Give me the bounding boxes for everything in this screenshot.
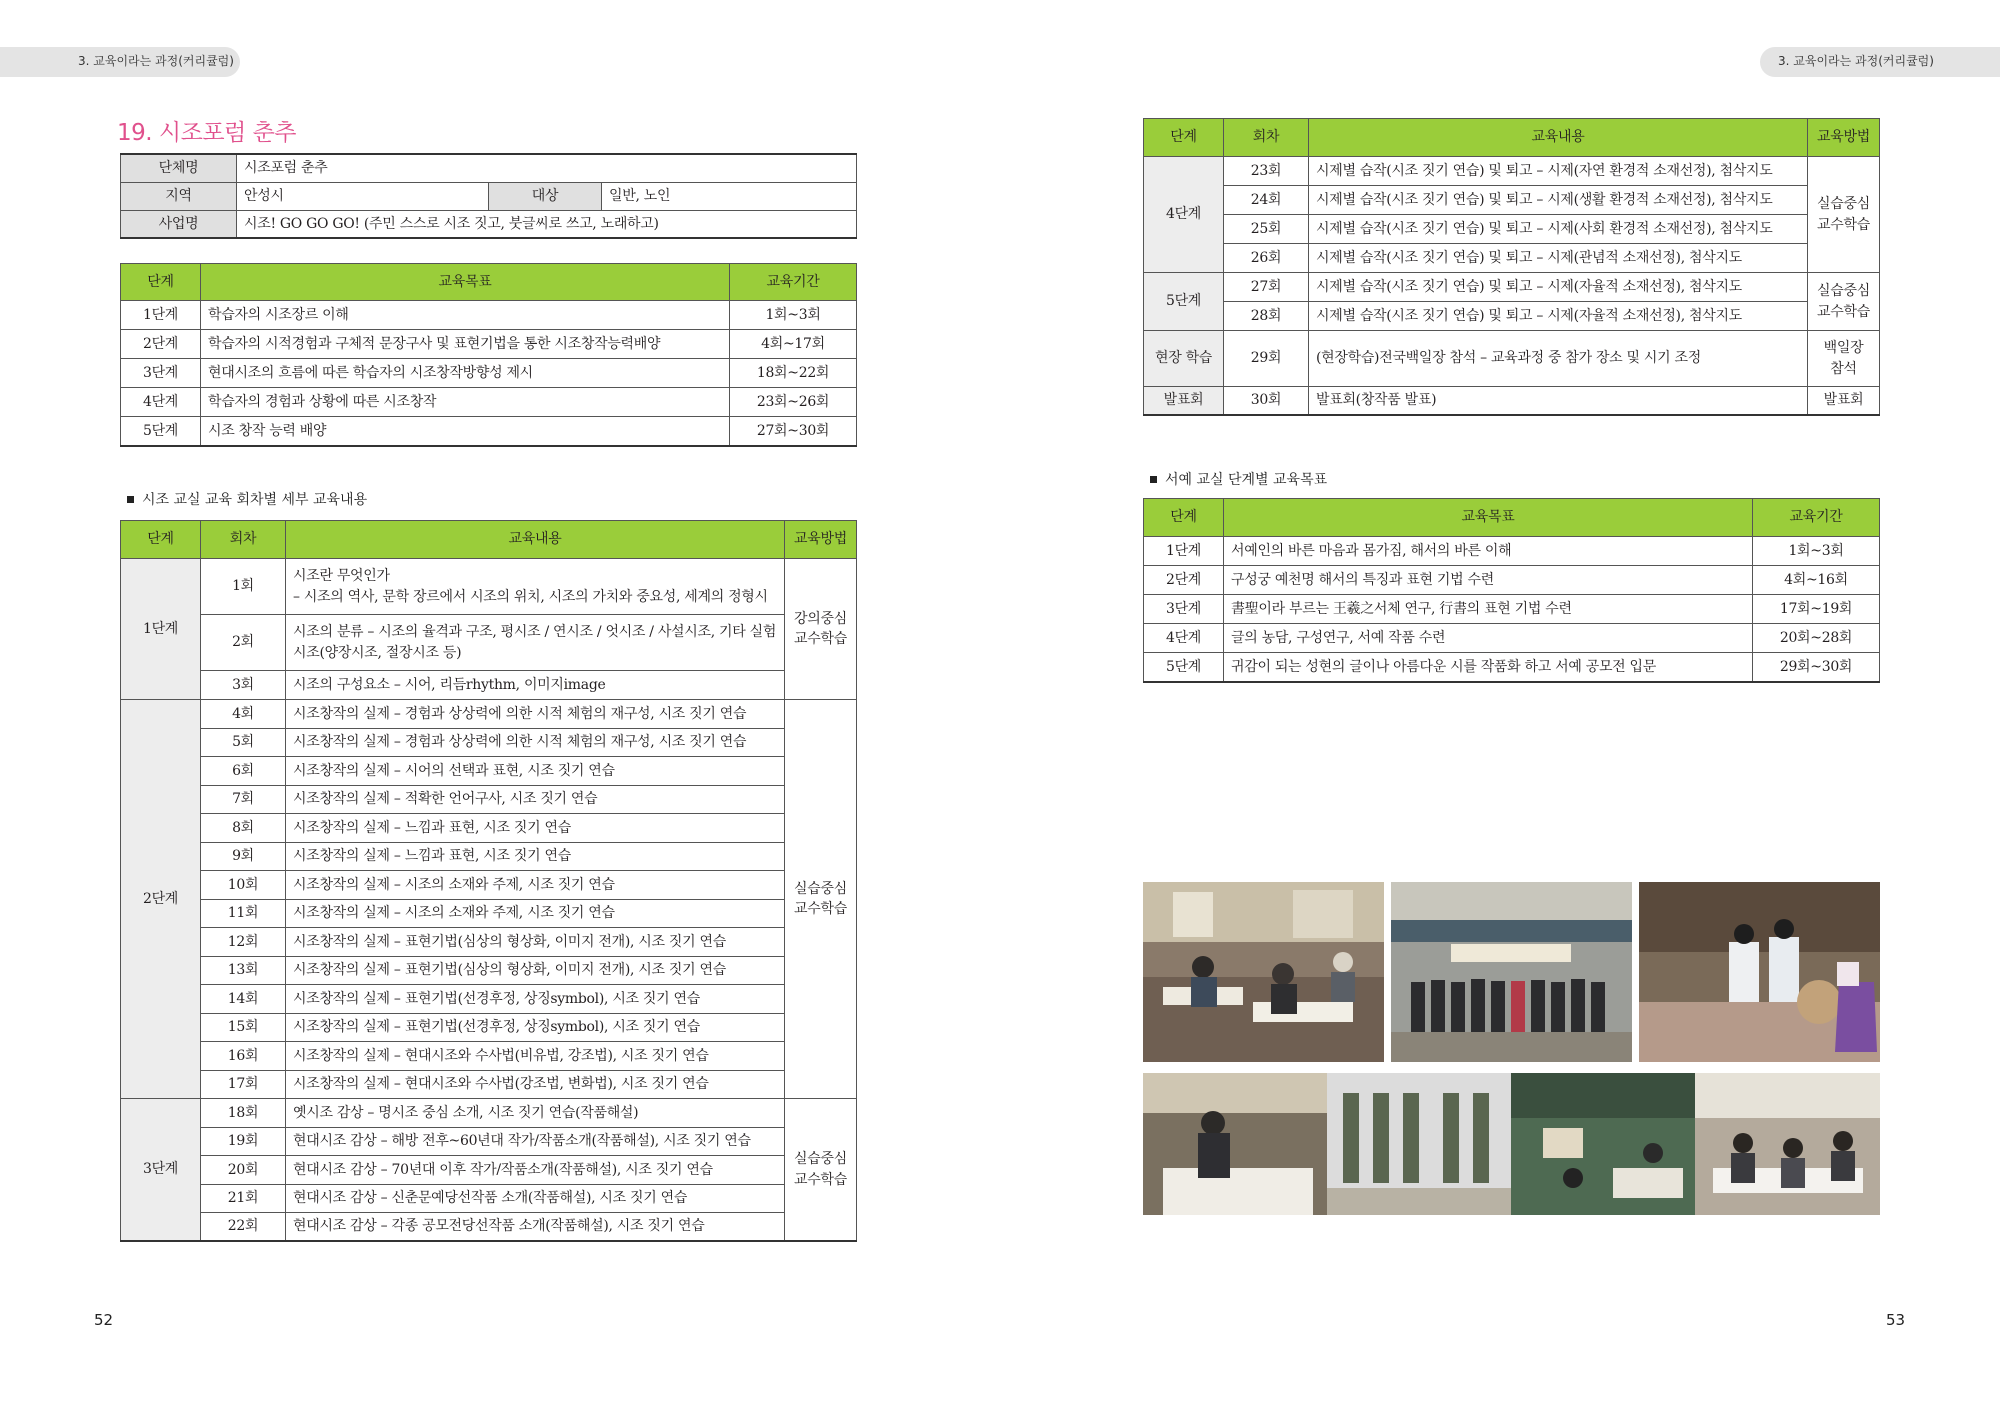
session-number: 22회	[201, 1213, 286, 1242]
goal-stage: 4단계	[121, 388, 201, 417]
classroom-photo	[1143, 882, 1384, 1062]
session-number: 12회	[201, 928, 286, 957]
goal-text: 학습자의 경험과 상황에 따른 시조창작	[201, 388, 730, 417]
session-number: 8회	[201, 814, 286, 843]
session-content: 시조창작의 실제 – 경험과 상상력에 의한 시적 체험의 재구성, 시조 짓기 연습	[286, 728, 785, 757]
session-content: 시제별 습작(시조 짓기 연습) 및 퇴고 – 시제(자율적 소재선정), 첨삭지도	[1309, 302, 1808, 331]
goal-period: 27회~30회	[730, 417, 857, 446]
session-number: 19회	[201, 1127, 286, 1156]
goal-period: 23회~26회	[730, 388, 857, 417]
calli-period: 20회~28회	[1753, 624, 1880, 653]
session-content: 시조창작의 실제 – 시어의 선택과 표현, 시조 짓기 연습	[286, 757, 785, 786]
session-number: 25회	[1224, 215, 1309, 244]
session-content: 현대시조 감상 – 해방 전후~60년대 작가/작품소개(작품해설), 시조 짓기 연습	[286, 1127, 785, 1156]
session-content: 시조의 구성요소 – 시어, 리듬rhythm, 이미지image	[286, 671, 785, 700]
project-value: 시조! GO GO GO! (주민 스스로 시조 짓고, 붓글씨로 쓰고, 노래하고)	[237, 210, 857, 238]
session-content: 시조의 분류 – 시조의 율격과 구조, 평시조 / 연시조 / 엇시조 / 사설시조, 기타 실험시조(양장시조, 절장시조 등)	[286, 615, 785, 671]
method-cell-4: 실습중심 교수학습	[1808, 157, 1880, 273]
calligraphy-table	[1143, 498, 1880, 683]
session-content: 시조창작의 실제 – 표현기법(심상의 형상화, 이미지 전개), 시조 짓기 연습	[286, 956, 785, 985]
session-number: 24회	[1224, 186, 1309, 215]
stage-presentation-cell: 발표회	[1144, 387, 1224, 415]
session-number: 27회	[1224, 273, 1309, 302]
detail-table	[120, 520, 857, 1242]
session-number: 13회	[201, 956, 286, 985]
session-number: 20회	[201, 1156, 286, 1185]
target-value: 일반, 노인	[602, 182, 857, 210]
region-value: 안성시	[237, 182, 489, 210]
method-cell-field: 백일장 참석	[1808, 331, 1880, 387]
session-content: (현장학습)전국백일장 참석 – 교육과정 중 참가 장소 및 시기 조정	[1309, 331, 1808, 387]
calli-goal: 書聖이라 부르는 王羲之서체 연구, 行書의 표현 기법 수련	[1224, 595, 1753, 624]
session-content: 시조창작의 실제 – 현대시조와 수사법(비유법, 강조법), 시조 짓기 연습	[286, 1042, 785, 1071]
calli-header-stage: 단계	[1144, 499, 1224, 537]
session-number: 17회	[201, 1070, 286, 1099]
goal-text: 학습자의 시적경험과 구체적 문장구사 및 표현기법을 통한 시조창작능력배양	[201, 330, 730, 359]
calli-period: 29회~30회	[1753, 653, 1880, 682]
detail-header-session: 회차	[201, 521, 286, 559]
session-content: 시제별 습작(시조 짓기 연습) 및 퇴고 – 시제(관념적 소재선정), 첨삭지도	[1309, 244, 1808, 273]
method-cell-2: 실습중심 교수학습	[785, 700, 857, 1099]
running-header-right: 3. 교육이라는 과정(커리큘럼)	[1778, 54, 1934, 68]
session-number: 29회	[1224, 331, 1309, 387]
detail-caption-text: 시조 교실 교육 회차별 세부 교육내용	[142, 492, 368, 508]
detail-header-method: 교육방법	[785, 521, 857, 559]
session-number: 21회	[201, 1184, 286, 1213]
calli-goal: 귀감이 되는 성현의 글이나 아름다운 시를 작품화 하고 서예 공모전 입문	[1224, 653, 1753, 682]
calli-period: 4회~16회	[1753, 566, 1880, 595]
session-content: 시제별 습작(시조 짓기 연습) 및 퇴고 – 시제(생활 환경적 소재선정), 첨삭지도	[1309, 186, 1808, 215]
cont-header-method: 교육방법	[1808, 119, 1880, 157]
running-header-left: 3. 교육이라는 과정(커리큘럼)	[78, 54, 234, 68]
session-number: 23회	[1224, 157, 1309, 186]
bullet-square-icon	[127, 496, 134, 503]
calli-header-period: 교육기간	[1753, 499, 1880, 537]
session-content: 시제별 습작(시조 짓기 연습) 및 퇴고 – 시제(자율적 소재선정), 첨삭지도	[1309, 273, 1808, 302]
goal-period: 1회~3회	[730, 301, 857, 330]
session-content: 시조창작의 실제 – 느낌과 표현, 시조 짓기 연습	[286, 842, 785, 871]
goals-header-period: 교육기간	[730, 264, 857, 301]
session-number: 14회	[201, 985, 286, 1014]
calli-goal: 서예인의 바른 마음과 몸가짐, 해서의 바른 이해	[1224, 537, 1753, 566]
session-number: 1회	[201, 559, 286, 615]
page-number-right: 53	[1886, 1311, 1906, 1329]
session-content: 시조창작의 실제 – 느낌과 표현, 시조 짓기 연습	[286, 814, 785, 843]
session-content: 시조란 무엇인가 – 시조의 역사, 문학 장르에서 시조의 위치, 시조의 가치와 중요성, 세계의 정형시	[286, 559, 785, 615]
session-number: 9회	[201, 842, 286, 871]
session-content: 시제별 습작(시조 짓기 연습) 및 퇴고 – 시제(사회 환경적 소재선정), 첨삭지도	[1309, 215, 1808, 244]
session-number: 30회	[1224, 387, 1309, 415]
session-content: 시조창작의 실제 – 적확한 언어구사, 시조 짓기 연습	[286, 785, 785, 814]
calligraphy-caption	[1150, 469, 1327, 489]
page-number-left: 52	[94, 1311, 114, 1329]
target-label: 대상	[489, 182, 602, 210]
calli-goal: 구성궁 예천명 해서의 특징과 표현 기법 수련	[1224, 566, 1753, 595]
cont-header-stage: 단계	[1144, 119, 1224, 157]
calli-stage: 4단계	[1144, 624, 1224, 653]
session-number: 10회	[201, 871, 286, 900]
stage-field-cell: 현장 학습	[1144, 331, 1224, 387]
session-content: 시조창작의 실제 – 현대시조와 수사법(강조법, 변화법), 시조 짓기 연습	[286, 1070, 785, 1099]
session-number: 4회	[201, 700, 286, 729]
section-title: 19. 시조포럼 춘추	[117, 120, 297, 146]
method-cell-presentation: 발표회	[1808, 387, 1880, 415]
session-content: 시조창작의 실제 – 표현기법(심상의 형상화, 이미지 전개), 시조 짓기 연습	[286, 928, 785, 957]
goals-header-goal: 교육목표	[201, 264, 730, 301]
stage-5-cell: 5단계	[1144, 273, 1224, 331]
method-cell-1: 강의중심 교수학습	[785, 559, 857, 700]
performance-photo	[1639, 882, 1880, 1062]
calligraphy-caption-text: 서예 교실 단계별 교육목표	[1165, 472, 1328, 488]
session-number: 15회	[201, 1013, 286, 1042]
session-number: 5회	[201, 728, 286, 757]
session-content: 시조창작의 실제 – 표현기법(선경후정, 상징symbol), 시조 짓기 연습	[286, 1013, 785, 1042]
stage-3-cell: 3단계	[121, 1099, 201, 1242]
session-content: 옛시조 감상 – 명시조 중심 소개, 시조 짓기 연습(작품해설)	[286, 1099, 785, 1128]
calli-header-goal: 교육목표	[1224, 499, 1753, 537]
goal-period: 4회~17회	[730, 330, 857, 359]
session-number: 16회	[201, 1042, 286, 1071]
method-cell-3: 실습중심 교수학습	[785, 1099, 857, 1242]
session-number: 26회	[1224, 244, 1309, 273]
calli-period: 1회~3회	[1753, 537, 1880, 566]
detail-caption	[127, 489, 367, 509]
cont-header-content: 교육내용	[1309, 119, 1808, 157]
org-label: 단체명	[121, 154, 237, 182]
region-label: 지역	[121, 182, 237, 210]
calli-stage: 3단계	[1144, 595, 1224, 624]
stage-1-cell: 1단계	[121, 559, 201, 700]
session-number: 18회	[201, 1099, 286, 1128]
session-number: 7회	[201, 785, 286, 814]
calli-period: 17회~19회	[1753, 595, 1880, 624]
goal-stage: 3단계	[121, 359, 201, 388]
calligraphy-collage-photo	[1143, 1073, 1880, 1215]
session-content: 현대시조 감상 – 신춘문예당선작품 소개(작품해설), 시조 짓기 연습	[286, 1184, 785, 1213]
session-content: 시조창작의 실제 – 경험과 상상력에 의한 시적 체험의 재구성, 시조 짓기 연습	[286, 700, 785, 729]
session-content: 시제별 습작(시조 짓기 연습) 및 퇴고 – 시제(자연 환경적 소재선정), 첨삭지도	[1309, 157, 1808, 186]
goal-period: 18회~22회	[730, 359, 857, 388]
project-label: 사업명	[121, 210, 237, 238]
goal-stage: 2단계	[121, 330, 201, 359]
session-content: 현대시조 감상 – 각종 공모전당선작품 소개(작품해설), 시조 짓기 연습	[286, 1213, 785, 1242]
goals-table	[120, 263, 857, 447]
method-cell-5: 실습중심 교수학습	[1808, 273, 1880, 331]
session-number: 2회	[201, 615, 286, 671]
info-table	[120, 153, 857, 239]
calli-stage: 2단계	[1144, 566, 1224, 595]
session-number: 6회	[201, 757, 286, 786]
stage-2-cell: 2단계	[121, 700, 201, 1099]
session-number: 11회	[201, 899, 286, 928]
session-number: 3회	[201, 671, 286, 700]
goal-text: 시조 창작 능력 배양	[201, 417, 730, 446]
session-content: 시조창작의 실제 – 시조의 소재와 주제, 시조 짓기 연습	[286, 871, 785, 900]
calli-goal: 글의 농담, 구성연구, 서예 작품 수련	[1224, 624, 1753, 653]
calli-stage: 5단계	[1144, 653, 1224, 682]
goal-text: 학습자의 시조장르 이해	[201, 301, 730, 330]
group-photo	[1391, 882, 1632, 1062]
detail-header-stage: 단계	[121, 521, 201, 559]
bullet-square-icon	[1150, 476, 1157, 483]
session-content: 시조창작의 실제 – 시조의 소재와 주제, 시조 짓기 연습	[286, 899, 785, 928]
continuation-table	[1143, 118, 1880, 416]
session-content: 발표회(창작품 발표)	[1309, 387, 1808, 415]
session-number: 28회	[1224, 302, 1309, 331]
detail-header-content: 교육내용	[286, 521, 785, 559]
stage-4-cell: 4단계	[1144, 157, 1224, 273]
org-value: 시조포럼 춘추	[237, 154, 857, 182]
goal-text: 현대시조의 흐름에 따른 학습자의 시조창작방향성 제시	[201, 359, 730, 388]
cont-header-session: 회차	[1224, 119, 1309, 157]
session-content: 시조창작의 실제 – 표현기법(선경후정, 상징symbol), 시조 짓기 연습	[286, 985, 785, 1014]
goal-stage: 5단계	[121, 417, 201, 446]
session-content: 현대시조 감상 – 70년대 이후 작가/작품소개(작품해설), 시조 짓기 연습	[286, 1156, 785, 1185]
calli-stage: 1단계	[1144, 537, 1224, 566]
goals-header-stage: 단계	[121, 264, 201, 301]
goal-stage: 1단계	[121, 301, 201, 330]
